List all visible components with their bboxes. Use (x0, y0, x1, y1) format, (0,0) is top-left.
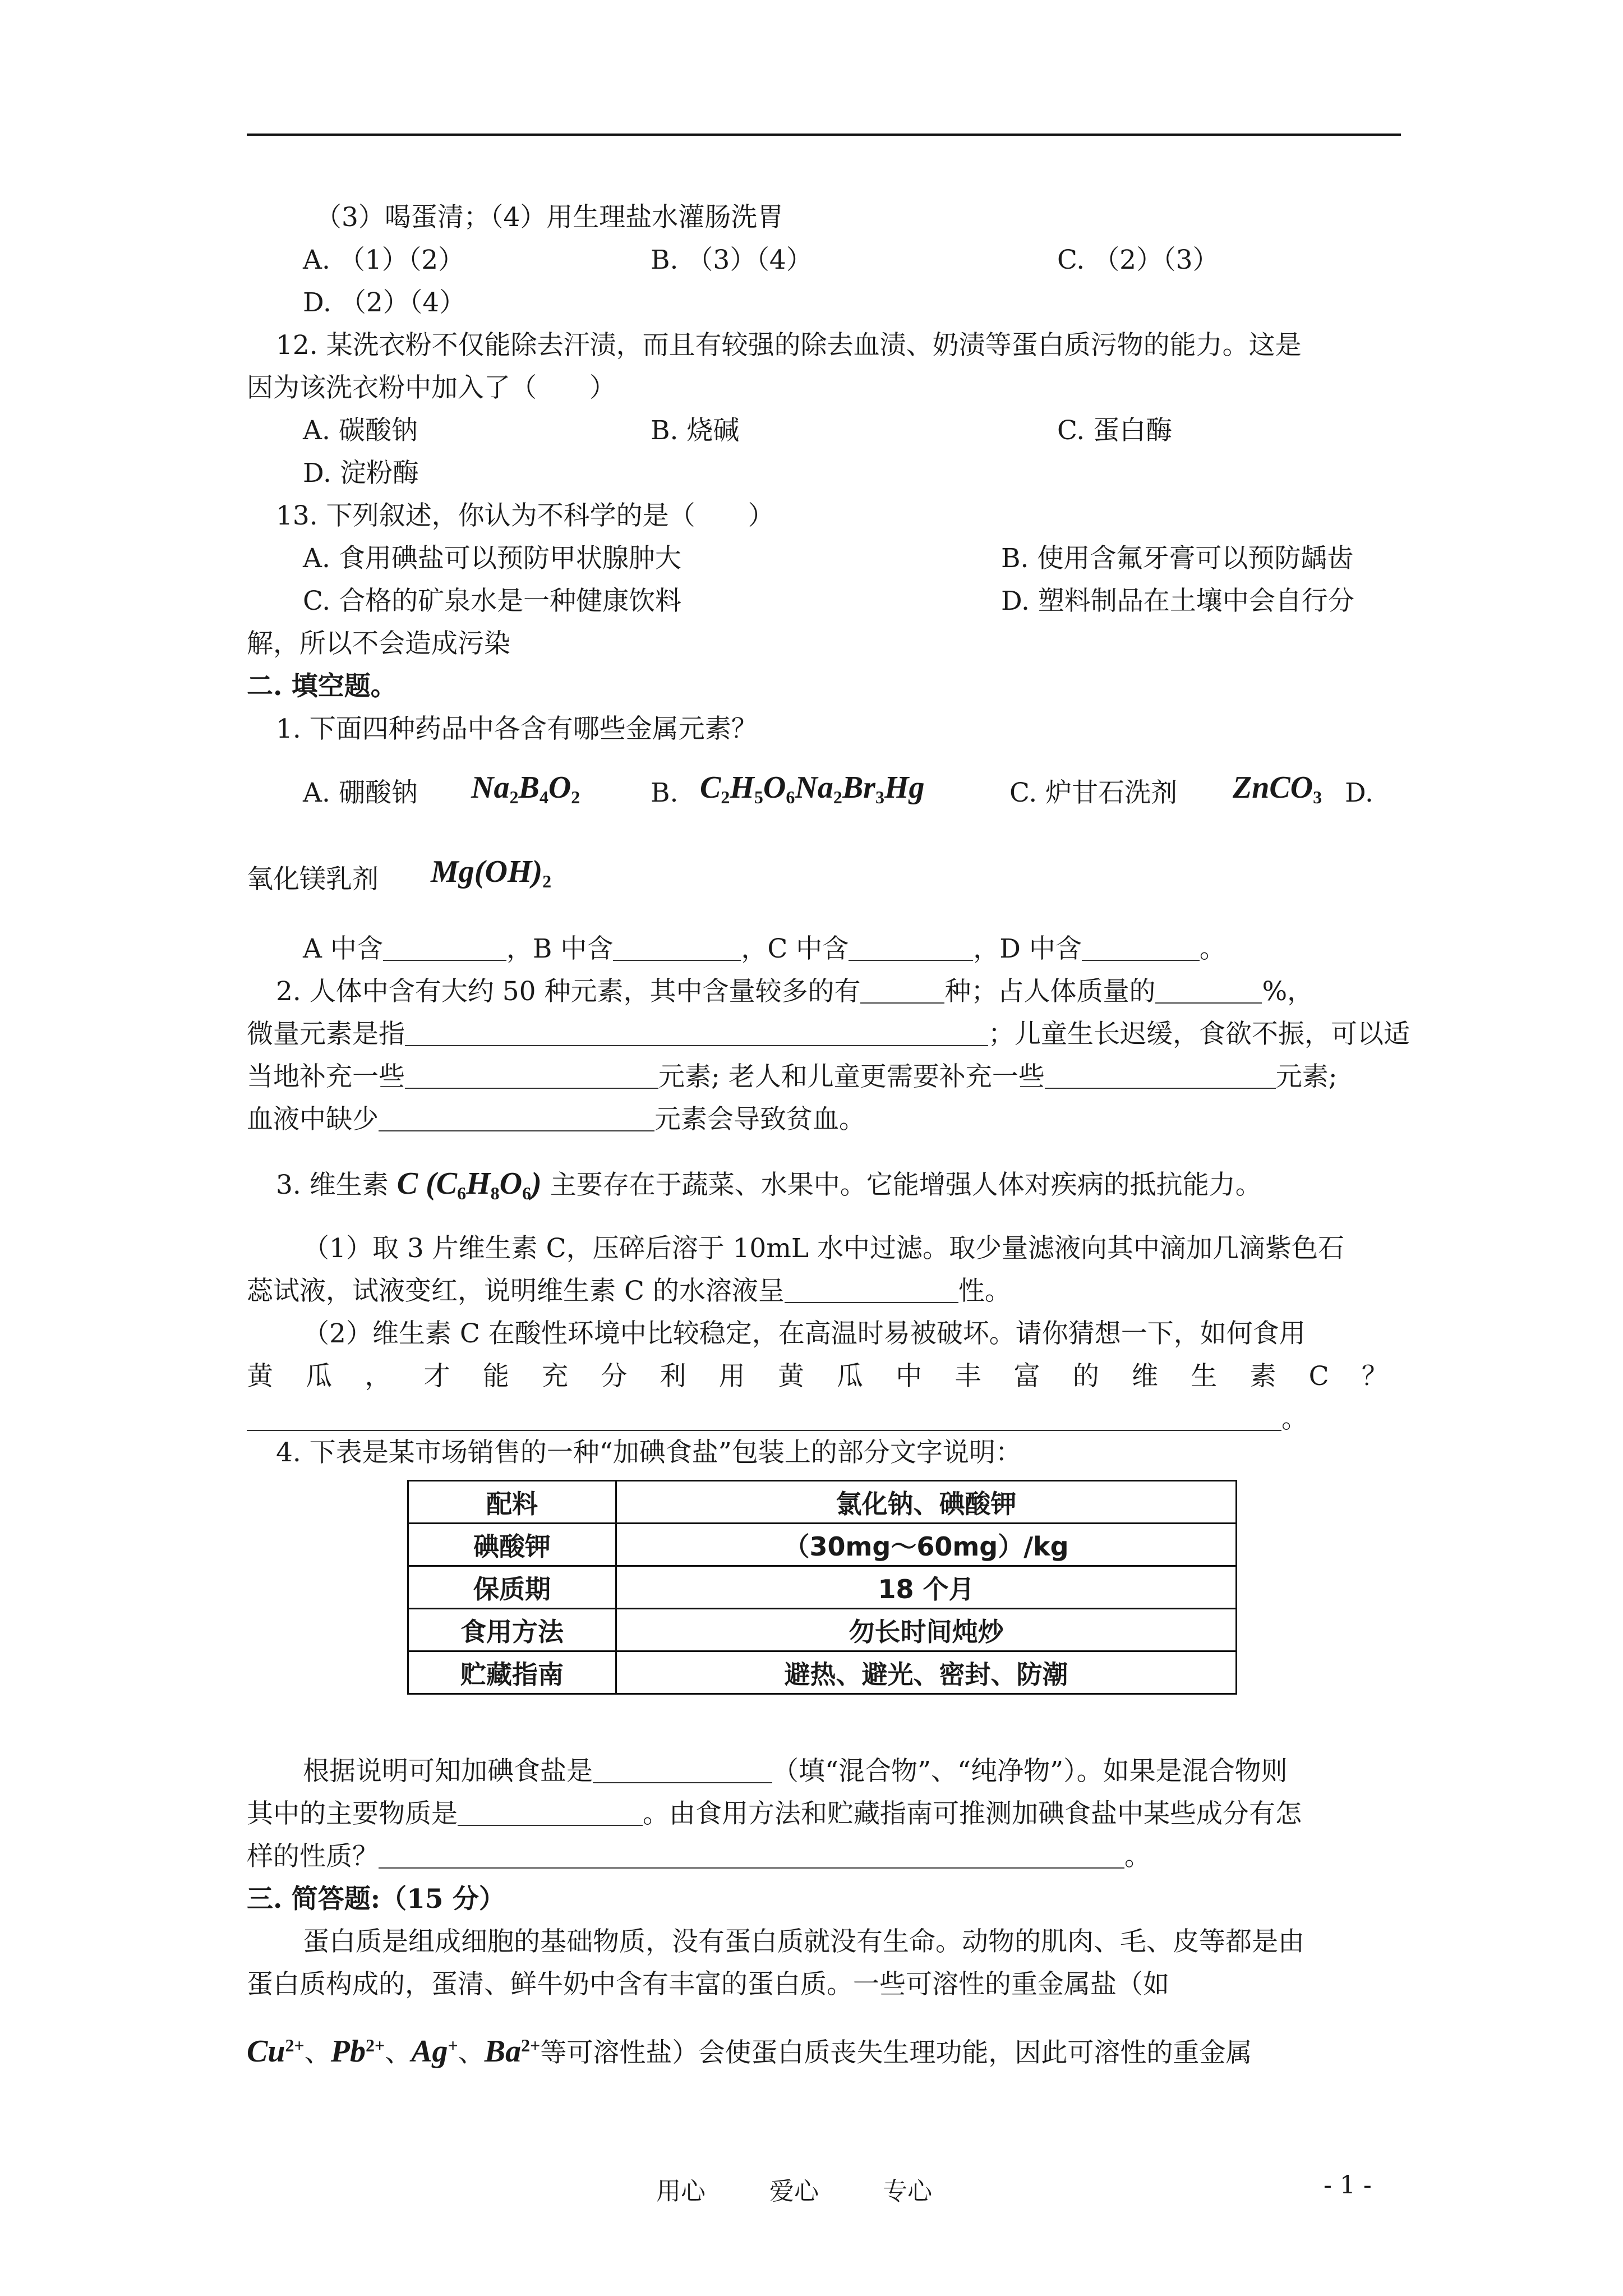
s2-q3-p1-line1: （1）取 3 片维生素 C，压碎后溶于 10mL 水中过滤。取少量滤液向其中滴加几滴紫色石 (303, 1233, 1345, 1264)
s2-q3-line1 (276, 1167, 1262, 1210)
q2-blank-percent[interactable] (1155, 978, 1262, 1004)
q4-text: 。由食用方法和贮藏指南可推测加碘食盐中某些成分有怎 (643, 1798, 1302, 1829)
q13-stem: 13. 下列叙述，你认为不科学的是（ ） (276, 500, 774, 531)
s2-q4-answer-line3 (247, 1840, 1151, 1874)
q2-text: 当地补充一些 (247, 1061, 405, 1092)
page-number: - 1 - (1324, 2171, 1372, 2200)
q4-text: 根据说明可知加碘食盐是 (303, 1756, 593, 1787)
table-key-cell: 食用方法 (408, 1609, 616, 1651)
q2-text: 元素; 老人和儿童更需要补充一些 (658, 1061, 1045, 1092)
q13-option-a: A. 食用碘盐可以预防甲状腺肿大 (303, 543, 681, 574)
q3-text: 主要存在于蔬菜、水果中。它能增强人体对疾病的抵抗能力。 (550, 1170, 1262, 1200)
section-2-title: 二. 填空题。 (247, 671, 397, 702)
q2-text: 元素会导致贫血。 (654, 1104, 865, 1135)
s3-paragraph-line2: 蛋白质构成的，蛋清、鲜牛奶中含有丰富的蛋白质。一些可溶性的重金属盐（如 (247, 1969, 1169, 2000)
footer-text-right: 专心 (883, 2177, 932, 2206)
q3-text: 3. 维生素 (276, 1170, 389, 1200)
q4-text: 其中的主要物质是 (247, 1798, 458, 1829)
spread-char: ？ (1361, 1361, 1388, 1392)
ion-pb: $Pb^{2+}$ (330, 2034, 385, 2069)
q2-blank-trace-definition[interactable] (405, 1020, 988, 1046)
sodium-borate-formula: $Na_2B_4O_2$ (471, 770, 580, 807)
q12-stem-line1: 12. 某洗衣粉不仅能除去汗渍，而且有较强的除去血渍、奶渍等蛋白质污物的能力。这是 (276, 330, 1302, 361)
q4-text: （填“混合物”、“纯净物”）。如果是混合物则 (772, 1756, 1288, 1787)
table-value-cell: 氯化钠、碘酸钾 (616, 1481, 1237, 1524)
q13-option-c: C. 合格的矿泉水是一种健康饮料 (303, 586, 682, 616)
ion-ba: $Ba^{2+}$ (484, 2034, 541, 2069)
s2-q1-c-label: C. 炉甘石洗剂 (1009, 777, 1178, 808)
answer-b-label: ，B 中含 (506, 933, 614, 964)
q13-option-d-continued: 解，所以不会造成污染 (247, 628, 510, 659)
q2-blank-element-elderly[interactable] (1045, 1063, 1276, 1089)
table-key-cell: 贮藏指南 (408, 1651, 616, 1694)
q4-text: 。 (1124, 1841, 1151, 1872)
spread-char: 黄 (777, 1361, 804, 1392)
salt-label-table (407, 1480, 1237, 1695)
spread-char: ， (365, 1361, 391, 1392)
section-3-title: 三. 简答题:（15 分） (247, 1884, 505, 1915)
answer-b-blank[interactable] (613, 935, 741, 961)
spread-char: 能 (482, 1361, 509, 1392)
answer-d-blank[interactable] (1082, 935, 1200, 961)
spread-char: 维 (1132, 1361, 1159, 1392)
q4-blank-property[interactable] (379, 1843, 1124, 1869)
magnesium-hydroxide-formula: $Mg(OH)_2$ (431, 854, 552, 891)
spread-char: 富 (1013, 1361, 1040, 1392)
table-value-cell: 勿长时间炖炒 (616, 1609, 1237, 1651)
q3-text: 。 (1281, 1404, 1308, 1434)
q4-text: 样的性质？ (247, 1841, 379, 1872)
sep: 、 (458, 2037, 485, 2068)
answer-a-blank[interactable] (383, 935, 506, 961)
s2-q1-b-label: B. (651, 777, 679, 808)
zinc-carbonate-formula: ZnCO$_3$ (1233, 770, 1322, 807)
s2-q4-stem: 4. 下表是某市场销售的一种“加碘食盐”包装上的部分文字说明： (276, 1437, 1022, 1468)
table-key-cell: 保质期 (408, 1566, 616, 1609)
q13-option-b: B. 使用含氟牙膏可以预防龋齿 (1001, 543, 1354, 574)
s2-q1-d-name: 氧化镁乳剂 (247, 864, 379, 895)
q2-text: 微量元素是指 (247, 1019, 405, 1050)
s2-q2-line3 (247, 1060, 1338, 1094)
spread-char: 生 (1191, 1361, 1218, 1392)
q2-text: 血液中缺少 (247, 1104, 379, 1135)
s2-q1-stem: 1. 下面四种药品中各含有哪些金属元素？ (276, 714, 758, 744)
compound-b-formula: $C_2H_5O_6Na_2Br_3Hg$ (700, 770, 925, 807)
s3-paragraph-line3 (247, 2028, 1252, 2070)
q2-blank-element-children[interactable] (405, 1063, 658, 1089)
q12-option-d: D. 淀粉酶 (303, 458, 419, 489)
q11-option-b: B. （3）（4） (651, 245, 813, 275)
header-rule (247, 134, 1401, 136)
s2-q3-p2-line1: （2）维生素 C 在酸性环境中比较稳定，在高温时易被破坏。请你猜想一下，如何食用 (303, 1318, 1306, 1349)
q12-stem-line2: 因为该洗衣粉中加入了（ ） (247, 372, 616, 403)
spread-char: 瓜 (837, 1361, 864, 1392)
table-value-cell: （30mg～60mg）/kg (616, 1524, 1237, 1566)
q11-option-a: A. （1）（2） (303, 245, 465, 275)
q3-text: 性。 (958, 1276, 1011, 1306)
table-row (408, 1651, 1237, 1694)
vitamin-c-formula: C $(C_6H_8O_6)$ (396, 1166, 542, 1203)
q2-text: 种；占人体质量的 (944, 976, 1156, 1007)
table-key-cell: 碘酸钾 (408, 1524, 616, 1566)
spread-char: 黄 (247, 1361, 273, 1392)
table-row (408, 1524, 1237, 1566)
spread-char: 素 (1249, 1361, 1276, 1392)
s2-q1-d-label: D. (1345, 777, 1373, 808)
spread-char: 充 (542, 1361, 569, 1392)
s2-q2-line1 (276, 975, 1313, 1009)
q2-text: %， (1262, 976, 1314, 1007)
q12-option-b: B. 烧碱 (651, 415, 740, 446)
spread-char: 的 (1072, 1361, 1099, 1392)
q2-text: 2. 人体中含有大约 50 种元素，其中含量较多的有 (276, 976, 861, 1007)
q4-blank-mixture[interactable] (593, 1757, 772, 1783)
q2-blank-element-anemia[interactable] (379, 1106, 654, 1131)
q3-blank-cucumber[interactable] (247, 1405, 1281, 1431)
s2-q3-p2-line3 (247, 1402, 1308, 1436)
answer-c-label: ，C 中含 (741, 933, 849, 964)
q2-blank-count[interactable] (860, 978, 944, 1004)
s2-q4-answer-line1 (303, 1755, 1288, 1788)
table-row (408, 1481, 1237, 1524)
s2-q3-p2-line2 (247, 1360, 1388, 1393)
answer-c-blank[interactable] (849, 935, 973, 961)
answer-end: 。 (1199, 933, 1226, 964)
footer-text-left: 用心 (656, 2177, 706, 2206)
spread-char: 丰 (955, 1361, 981, 1392)
table-row (408, 1566, 1237, 1609)
s2-q1-a-label: A. 硼酸钠 (303, 777, 418, 808)
q12-option-c: C. 蛋白酶 (1057, 415, 1173, 446)
table-value-cell: 避热、避光、密封、防潮 (616, 1651, 1237, 1694)
spread-char: C (1308, 1361, 1329, 1392)
s2-q4-answer-line2 (247, 1797, 1302, 1831)
s2-q2-line4 (247, 1103, 865, 1137)
ion-cu: $Cu^{2+}$ (247, 2034, 305, 2069)
spread-char: 用 (718, 1361, 745, 1392)
s2-q1-answer-line (303, 932, 1226, 966)
answer-d-label: ，D 中含 (973, 933, 1082, 964)
s3-text: 等可溶性盐）会使蛋白质丧失生理功能，因此可溶性的重金属 (540, 2037, 1252, 2068)
spread-char: 瓜 (306, 1361, 333, 1392)
q12-option-a: A. 碳酸钠 (303, 415, 418, 446)
spread-char: 才 (423, 1361, 450, 1392)
table-key-cell: 配料 (408, 1481, 616, 1524)
q11-option-d: D. （2）（4） (303, 287, 466, 318)
spread-char: 利 (660, 1361, 686, 1392)
s2-q3-p1-line2 (247, 1274, 1011, 1308)
footer-text-mid: 爱心 (769, 2177, 819, 2206)
q11-line: （3）喝蛋清；（4）用生理盐水灌肠洗胃 (315, 202, 784, 233)
spread-char: 中 (896, 1361, 923, 1392)
answer-a-label: A 中含 (303, 933, 383, 964)
s3-paragraph-line1: 蛋白质是组成细胞的基础物质，没有蛋白质就没有生命。动物的肌肉、毛、皮等都是由 (303, 1926, 1304, 1957)
sep: 、 (385, 2037, 412, 2068)
q13-option-d: D. 塑料制品在土壤中会自行分 (1001, 586, 1354, 616)
ion-ag: Ag+ (411, 2034, 458, 2069)
sep: 、 (304, 2037, 331, 2068)
q3-blank-acidity[interactable] (785, 1277, 958, 1303)
spread-char: 分 (601, 1361, 628, 1392)
table-row (408, 1609, 1237, 1651)
q2-text: 元素; (1275, 1061, 1338, 1092)
s2-q2-line2 (247, 1018, 1410, 1051)
q3-text: 蕊试液，试液变红，说明维生素 C 的水溶液呈 (247, 1276, 785, 1306)
q2-text: ；儿童生长迟缓，食欲不振，可以适 (988, 1019, 1410, 1050)
q11-option-c: C. （2）（3） (1057, 245, 1219, 275)
q4-blank-main-substance[interactable] (458, 1800, 643, 1826)
table-value-cell: 18 个月 (616, 1566, 1237, 1609)
